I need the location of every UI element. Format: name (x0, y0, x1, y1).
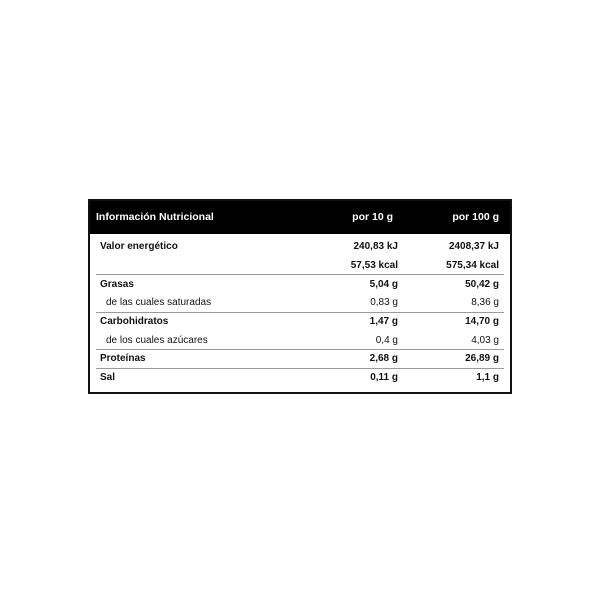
row-divider (96, 368, 504, 369)
row-label: Grasas (100, 279, 134, 290)
value-per-10g: 57,53 kcal (350, 260, 398, 271)
table-header (90, 201, 510, 234)
row-divider (96, 274, 504, 275)
value-per-10g: 0,83 g (370, 297, 398, 308)
column-header-per-10g: por 10 g (352, 211, 393, 223)
value-per-100g: 1,1 g (476, 372, 499, 383)
value-per-10g: 2,68 g (369, 353, 398, 364)
row-label: Carbohidratos (100, 316, 169, 327)
column-header-per-100g: por 100 g (452, 211, 499, 223)
value-per-10g: 1,47 g (369, 316, 398, 327)
value-per-100g: 14,70 g (465, 316, 499, 327)
value-per-10g: 0,4 g (375, 335, 398, 346)
row-label: de las cuales saturadas (106, 297, 212, 308)
row-divider (96, 349, 504, 350)
nutrition-table (88, 199, 512, 394)
value-per-10g: 240,83 kJ (353, 241, 398, 252)
value-per-100g: 2408,37 kJ (448, 241, 499, 252)
row-label: Valor energético (100, 241, 178, 252)
table-title: Información Nutricional (96, 211, 214, 223)
value-per-100g: 50,42 g (465, 279, 499, 290)
row-label: Proteínas (100, 353, 146, 364)
value-per-100g: 4,03 g (471, 335, 499, 346)
row-divider (96, 312, 504, 313)
value-per-10g: 5,04 g (369, 279, 398, 290)
value-per-10g: 0,11 g (370, 372, 398, 383)
row-label: de los cuales azúcares (106, 335, 208, 346)
row-label: Sal (100, 372, 116, 383)
value-per-100g: 575,34 kcal (446, 260, 499, 271)
value-per-100g: 8,36 g (471, 297, 499, 308)
value-per-100g: 26,89 g (465, 353, 499, 364)
